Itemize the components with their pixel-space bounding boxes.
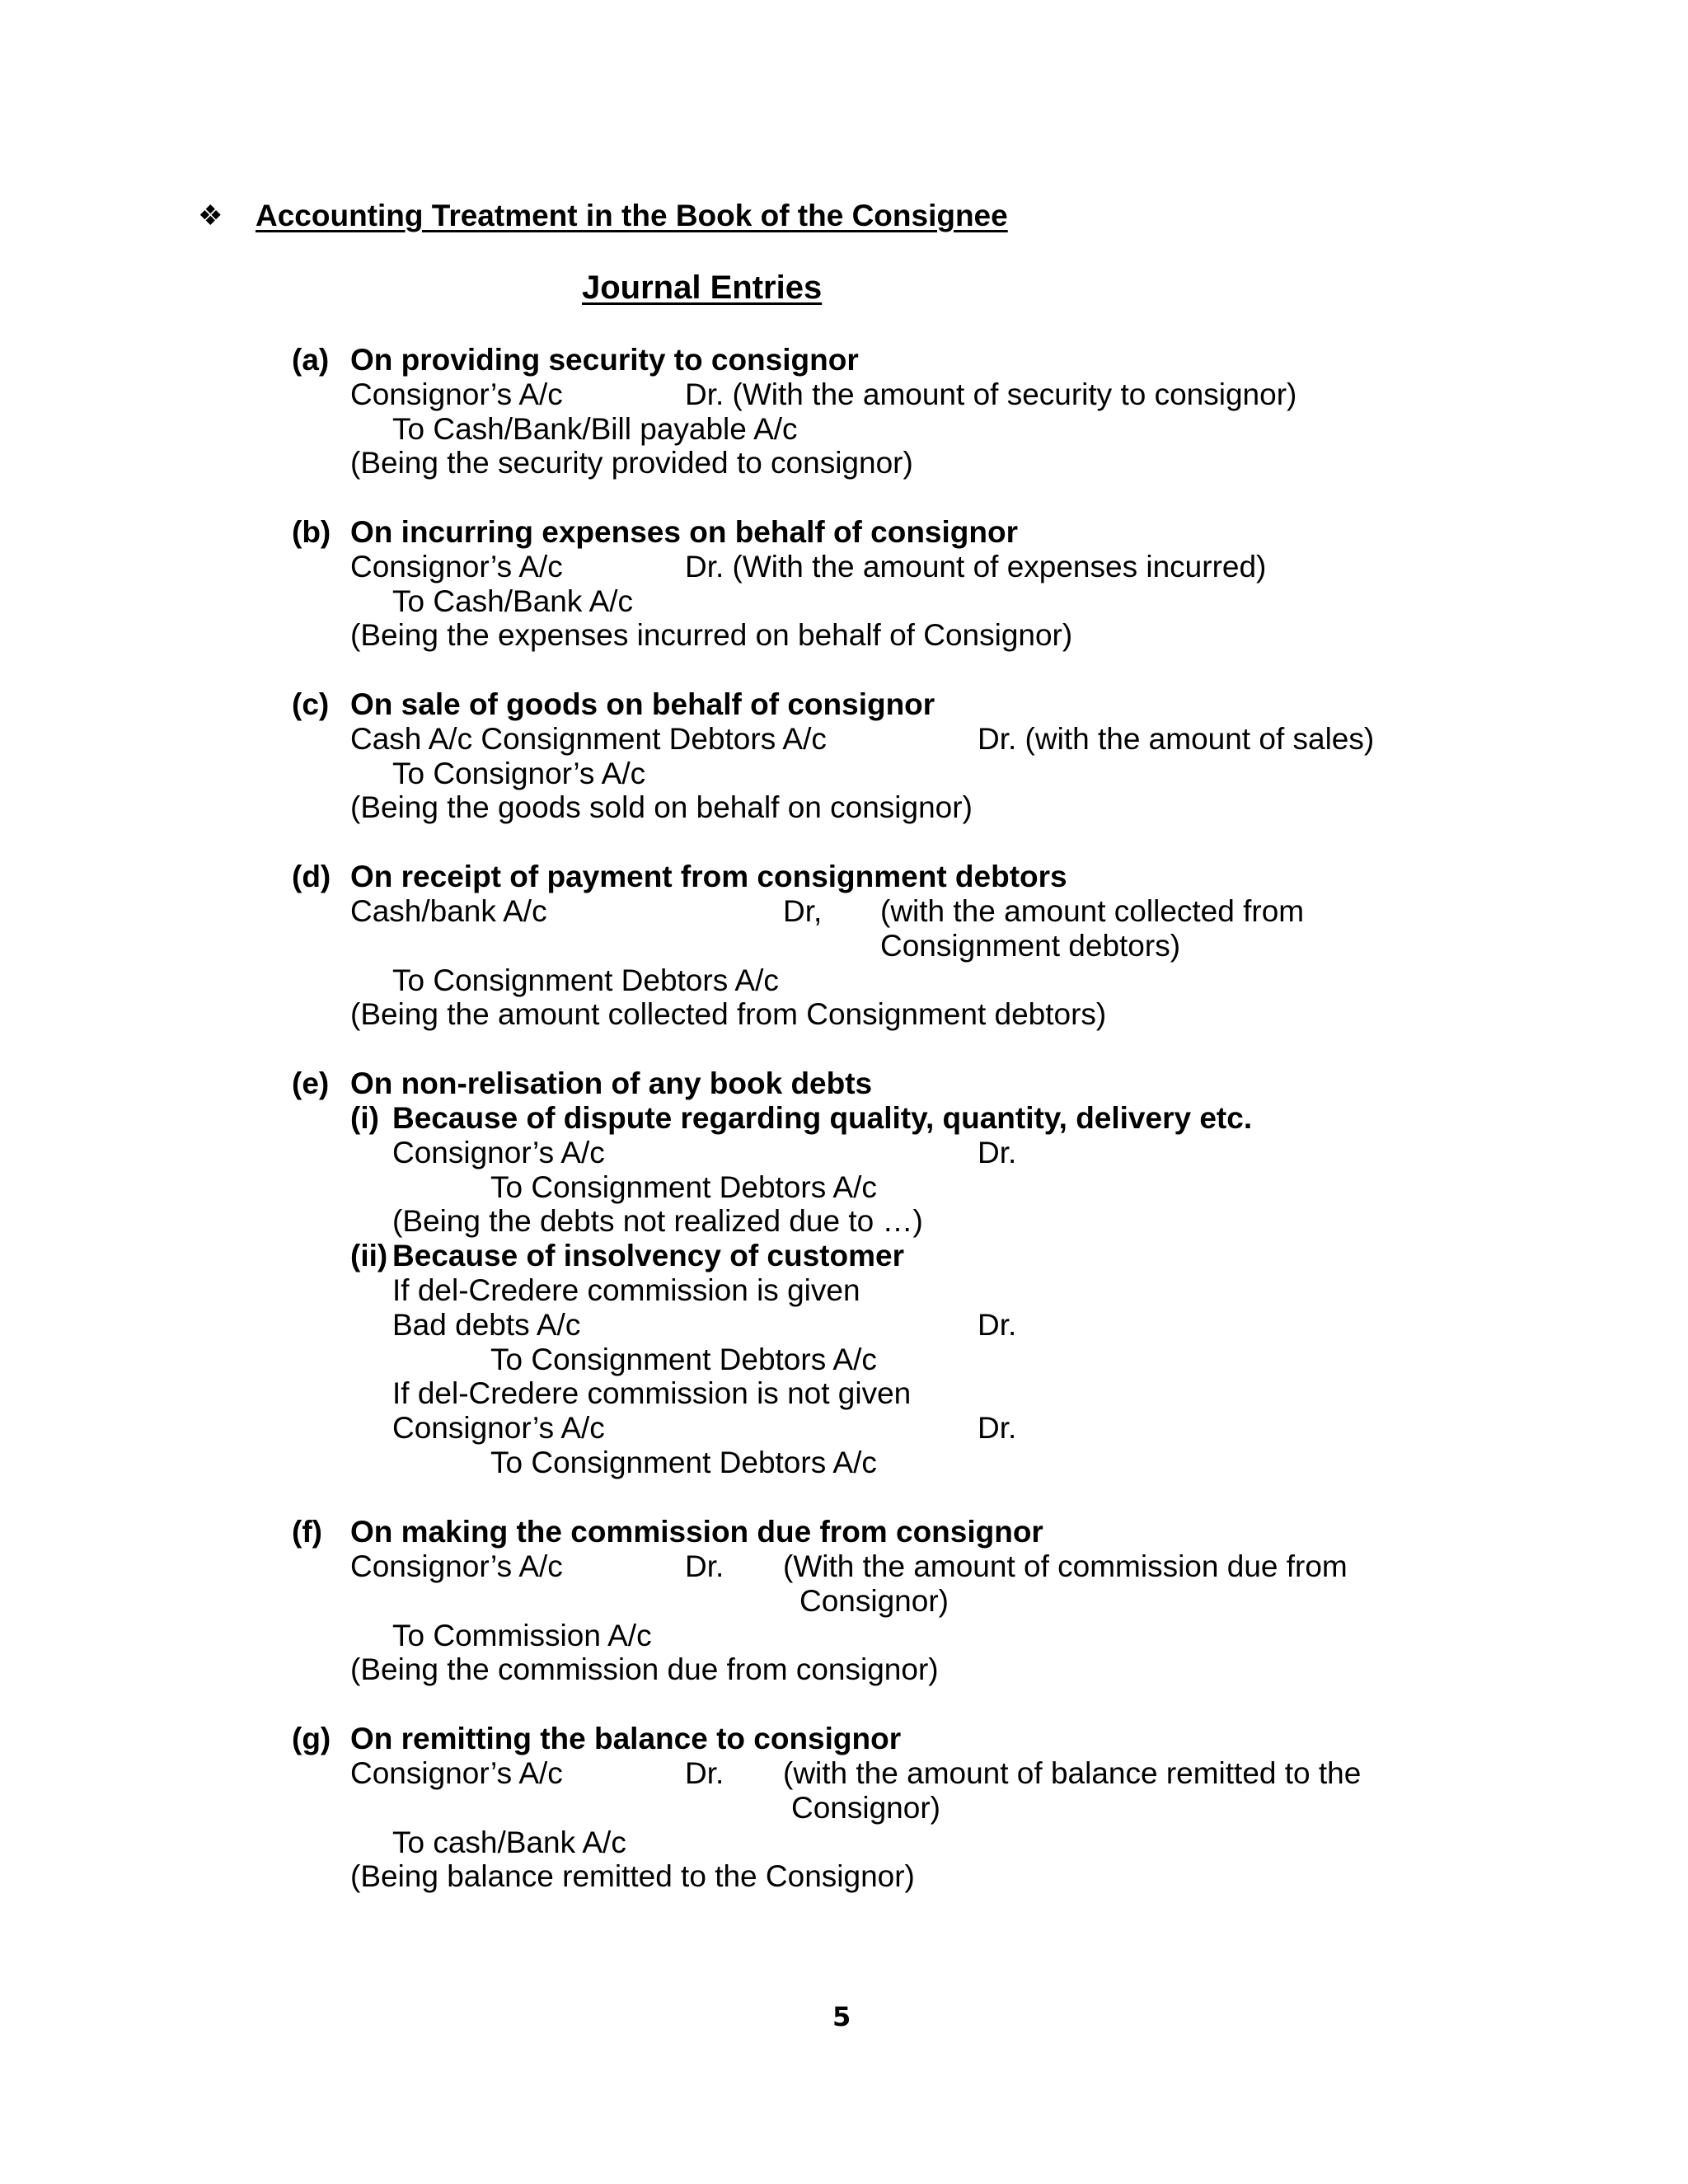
entry-f-debit-account: Consignor’s A/c <box>350 1549 563 1583</box>
entry-c-label: (c) <box>292 687 330 721</box>
entry-g-credit-account: To cash/Bank A/c <box>392 1825 626 1859</box>
entry-d-credit-account: To Consignment Debtors A/c <box>392 963 779 997</box>
entry-f-title: On making the commission due from consignor <box>350 1515 1043 1549</box>
entry-b-debit-account: Consignor’s A/c <box>350 550 563 583</box>
entry-c-debit-account: Cash A/c Consignment Debtors A/c <box>350 722 827 756</box>
entry-f-note-line2: Consignor) <box>799 1584 949 1618</box>
entry-d-label: (d) <box>292 860 331 893</box>
entry-f-credit-account: To Commission A/c <box>392 1619 652 1652</box>
entry-e-case1-dr: Dr. <box>978 1308 1017 1342</box>
entry-d-narration: (Being the amount collected from Consignment debtors) <box>350 997 1107 1031</box>
entry-g-note-line1: (with the amount of balance remitted to the <box>783 1756 1362 1790</box>
entry-e-sub-ii-label: (ii) <box>350 1239 388 1272</box>
entry-g-narration: (Being balance remitted to the Consignor) <box>350 1859 915 1893</box>
entry-g-debit-account: Consignor’s A/c <box>350 1756 563 1790</box>
entry-c-title: On sale of goods on behalf of consignor <box>350 687 935 721</box>
entry-c-credit-account: To Consignor’s A/c <box>392 757 646 790</box>
entry-d-note-line2: Consignment debtors) <box>880 929 1181 963</box>
entry-b-dr-note: Dr. (With the amount of expenses incurred) <box>685 550 1267 583</box>
entry-a-debit-account: Consignor’s A/c <box>350 377 563 411</box>
entry-d-debit-account: Cash/bank A/c <box>350 894 547 928</box>
entry-a-title: On providing security to consignor <box>350 343 859 377</box>
page-number: 5 <box>832 2001 851 2032</box>
entry-d-title: On receipt of payment from consignment debtors <box>350 860 1067 893</box>
entry-c-dr-note: Dr. (with the amount of sales) <box>978 722 1375 756</box>
entry-a-narration: (Being the security provided to consignor) <box>350 446 913 480</box>
entry-a-dr-note: Dr. (With the amount of security to consignor) <box>685 377 1297 411</box>
entry-e-case2-credit-account: To Consignment Debtors A/c <box>490 1446 877 1479</box>
entry-e-label: (e) <box>292 1066 330 1100</box>
entry-d-dr: Dr, <box>783 894 823 928</box>
entry-g-title: On remitting the balance to consignor <box>350 1722 902 1755</box>
section-bullet-icon: ❖ <box>198 200 223 232</box>
entry-f-narration: (Being the commission due from consignor) <box>350 1652 939 1686</box>
entry-b-title: On incurring expenses on behalf of consignor <box>350 515 1018 549</box>
entry-f-dr: Dr. <box>685 1549 724 1583</box>
entry-e-case1-condition: If del-Credere commission is given <box>392 1273 860 1307</box>
journal-heading: Journal Entries <box>582 269 823 306</box>
entry-e-case1-credit-account: To Consignment Debtors A/c <box>490 1343 877 1376</box>
entry-e-sub-i-credit-account: To Consignment Debtors A/c <box>490 1170 877 1204</box>
entry-e-sub-i-title: Because of dispute regarding quality, quantity, delivery etc. <box>392 1101 1253 1135</box>
entry-g-dr: Dr. <box>685 1756 724 1790</box>
entry-g-note-line2: Consignor) <box>791 1791 940 1825</box>
entry-b-narration: (Being the expenses incurred on behalf of Consignor) <box>350 618 1073 652</box>
entry-b-label: (b) <box>292 515 331 549</box>
entry-e-case1-debit-account: Bad debts A/c <box>392 1308 581 1342</box>
entry-e-case2-debit-account: Consignor’s A/c <box>392 1411 605 1445</box>
entry-e-sub-i-debit-account: Consignor’s A/c <box>392 1136 605 1169</box>
entry-e-title: On non-relisation of any book debts <box>350 1066 873 1100</box>
entry-c-narration: (Being the goods sold on behalf on consignor) <box>350 790 973 824</box>
entry-e-sub-i-dr: Dr. <box>978 1136 1017 1169</box>
entry-b-credit-account: To Cash/Bank A/c <box>392 584 634 618</box>
entry-a-label: (a) <box>292 343 330 377</box>
entry-e-case2-condition: If del-Credere commission is not given <box>392 1376 912 1410</box>
entry-e-sub-ii-title: Because of insolvency of customer <box>392 1239 904 1272</box>
entry-a-credit-account: To Cash/Bank/Bill payable A/c <box>392 412 798 446</box>
entry-e-sub-i-label: (i) <box>350 1101 379 1135</box>
entry-e-sub-i-narration: (Being the debts not realized due to …) <box>392 1204 923 1238</box>
entry-g-label: (g) <box>292 1722 331 1755</box>
section-heading: Accounting Treatment in the Book of the Consignee <box>256 199 1008 232</box>
entry-d-note-line1: (with the amount collected from <box>880 894 1305 928</box>
entry-f-label: (f) <box>292 1515 322 1549</box>
entry-f-note-line1: (With the amount of commission due from <box>783 1549 1348 1583</box>
entry-e-case2-dr: Dr. <box>978 1411 1017 1445</box>
